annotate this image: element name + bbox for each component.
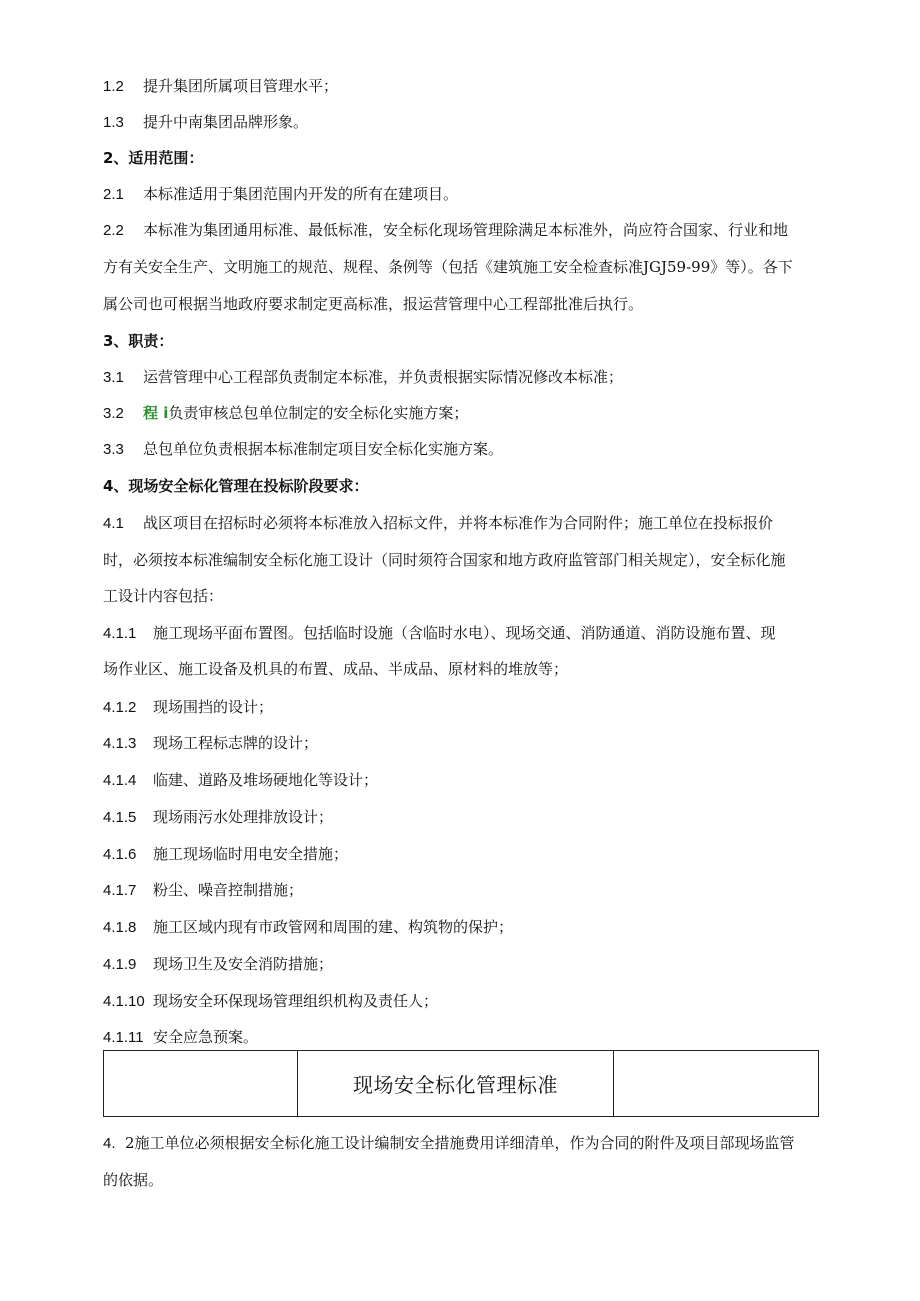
section-4-heading: 4、现场安全标化管理在投标阶段要求： [103,477,369,495]
clause-text: 运营管理中心工程部负责制定本标准，并负责根据实际情况修改本标准； [143,368,624,386]
clause-text: 总包单位负责根据本标准制定项目安全标化实施方案。 [143,440,504,458]
clause-4-1-1-line1 [103,623,776,644]
clause-4-1-line3: 工设计内容包括： [103,587,224,605]
clause-4-1-8 [103,917,513,938]
clause-text: 战区项目在招标时必须将本标准放入招标文件，并将本标准作为合同附件；施工单位在投标报价 [143,514,774,532]
clause-number: 4.1.6 [103,846,137,863]
clause-text: 现场卫生及安全消防措施； [153,955,334,973]
clause-4-1-5 [103,807,333,828]
clause-text: 现场围挡的设计； [153,698,274,716]
clause-4-1-line1 [103,513,773,534]
clause-number: 4.1.2 [103,699,137,716]
clause-number: 1.2 [103,78,124,95]
clause-3-3 [103,439,503,460]
clause-text: 现场安全环保现场管理组织机构及责任人； [153,992,439,1010]
clause-1-2 [103,76,338,97]
clause-4-2-line1 [103,1133,795,1154]
clause-text: 提升中南集团品牌形象。 [143,113,309,131]
clause-green-text: 程 i [143,404,169,422]
clause-text: 施工现场临时用电安全措施； [153,845,349,863]
clause-number: 4.1.7 [103,882,137,899]
clause-4-1-6 [103,844,348,865]
clause-2-2-line3: 属公司也可根据当地政府要求制定更高标准，报运营管理中心工程部批准后执行。 [103,295,644,313]
clause-4-1-1-line2: 场作业区、施工设备及机具的布置、成品、半成品、原材料的堆放等； [103,660,569,678]
clause-number: 4.1.9 [103,956,137,973]
table-empty-cell-right [614,1051,819,1117]
clause-number: 4.1.3 [103,735,137,752]
clause-4-1-7 [103,880,303,901]
clause-4-1-3 [103,733,318,754]
clause-number: 2.2 [103,222,124,239]
clause-1-3 [103,112,308,133]
clause-number: 4.1 [103,515,124,532]
clause-4-1-line2: 时，必须按本标准编制安全标化施工设计（同时须符合国家和地方政府监管部门相关规定），安全标化施 [103,551,786,569]
clause-text: 施工区域内现有市政管网和周围的建、构筑物的保护； [153,918,514,936]
clause-text: 临建、道路及堆场硬地化等设计； [153,771,379,789]
clause-text: 施工现场平面布置图。包括临时设施（含临时水电）、现场交通、消防通道、消防设施布置、现 [153,624,776,642]
clause-text: 负责审核总包单位制定的安全标化实施方案； [168,404,469,422]
clause-number: 4.1.8 [103,919,137,936]
clause-3-2 [103,403,468,424]
clause-2-1 [103,184,458,205]
clause-number: 4. [103,1135,116,1152]
section-2-heading: 2、适用范围： [103,149,204,167]
clause-number: 4.1.5 [103,809,137,826]
clause-number: 1.3 [103,114,124,131]
clause-number: 3.3 [103,441,124,458]
table-empty-cell-left [104,1051,298,1117]
clause-number: 4.1.1 [103,625,137,642]
clause-text: 本标准适用于集团范围内开发的所有在建项目。 [143,185,459,203]
clause-4-2-line2: 的依据。 [103,1171,164,1189]
clause-4-1-4 [103,770,378,791]
clause-number: 4.1.4 [103,772,137,789]
clause-text: 现场工程标志牌的设计； [153,734,319,752]
clause-text: 本标准为集团通用标准、最低标准，安全标化现场管理除满足本标准外，尚应符合国家、行业和地 [143,221,789,239]
table-title: 现场安全标化管理标准 [298,1051,614,1117]
clause-4-1-2 [103,697,273,718]
clause-2-2-line1 [103,220,788,241]
clause-4-1-10 [103,991,438,1012]
clause-number: 4.1.11 [103,1029,144,1046]
clause-2-2-line2: 方有关安全生产、文明施工的规范、规程、条例等（包括《建筑施工安全检查标准JGJ59-99》等）。各下 [103,258,793,276]
clause-text: 粉尘、噪音控制措施； [153,881,304,899]
title-table [103,1050,819,1117]
clause-number: 3.2 [103,405,124,422]
clause-4-1-11 [103,1027,258,1048]
clause-text: 2施工单位必须根据安全标化施工设计编制安全措施费用详细清单，作为合同的附件及项目部现场监管 [125,1134,795,1152]
clause-3-1 [103,367,623,388]
clause-number: 4.1.10 [103,993,145,1010]
clause-number: 3.1 [103,369,124,386]
clause-number: 2.1 [103,186,124,203]
clause-4-1-9 [103,954,333,975]
section-3-heading: 3、职责： [103,332,174,350]
clause-text: 安全应急预案。 [153,1028,259,1046]
clause-text: 提升集团所属项目管理水平； [143,77,339,95]
clause-text: 现场雨污水处理排放设计； [153,808,334,826]
